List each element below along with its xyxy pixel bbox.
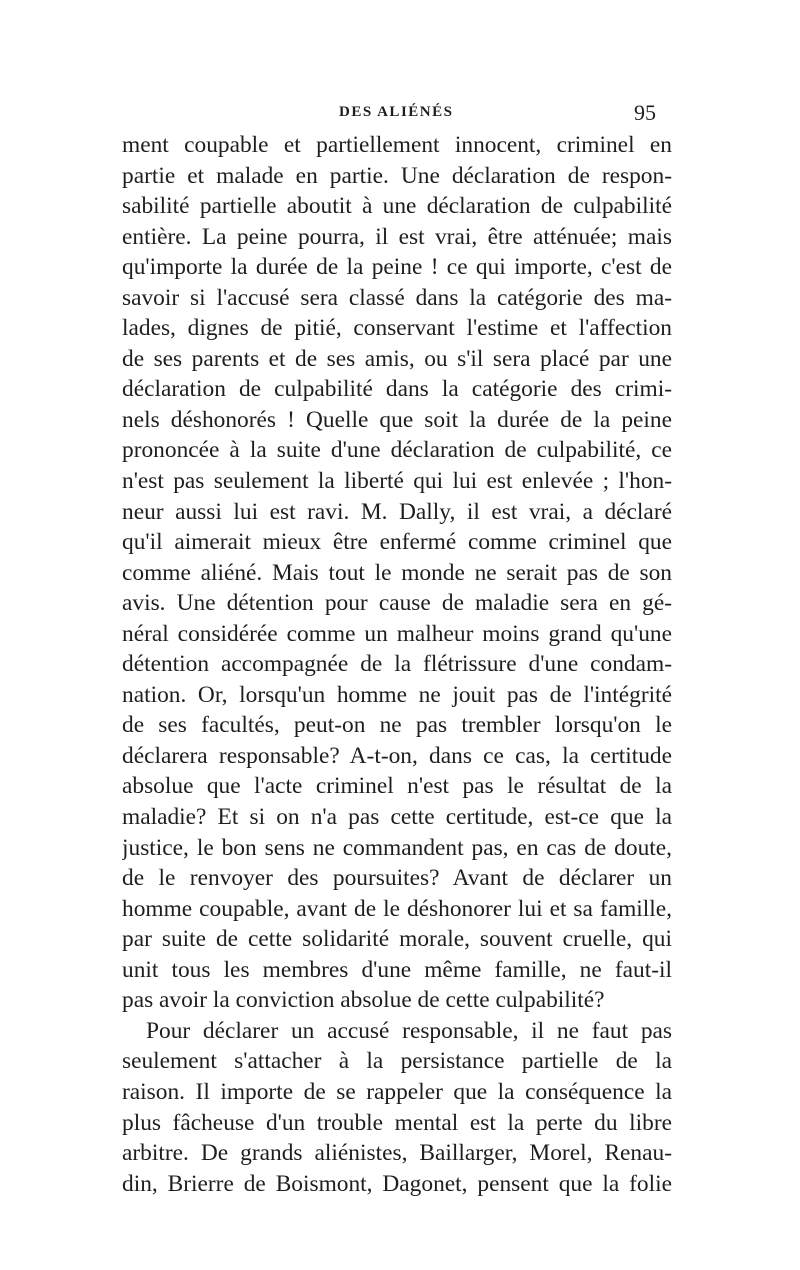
text-line: prononcée à la suite d'une déclaration de culpabilité, ce [122,437,672,464]
body-text [122,130,672,1199]
text-line: unit tous les membres d'une même famille, ne faut-il [122,956,672,983]
text-line: maladie? Et si on n'a pas cette certitude, est-ce que la [122,804,672,831]
text-line: nels déshonorés ! Quelle que soit la durée de la peine [122,406,672,433]
text-line: n'est pas seulement la liberté qui lui est enlevée ; l'hon- [122,468,672,495]
text-line: neur aussi lui est ravi. M. Dally, il est vrai, a déclaré [122,498,672,525]
text-line: par suite de cette solidarité morale, souvent cruelle, qui [122,926,672,953]
page-number: 95 [634,100,656,125]
text-line: arbitre. De grands aliénistes, Baillarger, Morel, Renau- [122,1140,672,1167]
text-line: comme aliéné. Mais tout le monde ne serait pas de son [122,559,672,586]
running-header [0,100,800,124]
text-line: seulement s'attacher à la persistance partielle de la [122,1048,672,1075]
text-line: plus fâcheuse d'un trouble mental est la perte du libre [122,1109,672,1136]
text-line: savoir si l'accusé sera classé dans la catégorie des ma- [122,284,672,311]
running-title: DES ALIÉNÉS [339,104,454,120]
text-line: homme coupable, avant de le déshonorer lui et sa famille, [122,895,672,922]
text-line: de ses parents et de ses amis, ou s'il sera placé par une [122,345,672,372]
text-line: din, Brierre de Boismont, Dagonet, pensent que la folie [122,1170,672,1197]
text-line: raison. Il importe de se rappeler que la conséquence la [122,1078,672,1105]
text-line: qu'importe la durée de la peine ! ce qui importe, c'est de [122,254,672,281]
text-line: déclarera responsable? A-t-on, dans ce cas, la certitude [122,742,672,769]
text-line: déclaration de culpabilité dans la catégorie des crimi- [122,376,672,403]
text-line-paragraph-start: Pour déclarer un accusé responsable, il ne faut pas [146,1017,672,1044]
text-line: détention accompagnée de la flétrissure d'une condam- [122,651,672,678]
text-line: de le renvoyer des poursuites? Avant de déclarer un [122,865,672,892]
text-line: partie et malade en partie. Une déclaration de respon- [122,162,672,189]
text-line: néral considérée comme un malheur moins grand qu'une [122,620,672,647]
text-line: entière. La peine pourra, il est vrai, être atténuée; mais [122,223,672,250]
text-line: pas avoir la conviction absolue de cette culpabilité? [122,987,605,1014]
text-line: absolue que l'acte criminel n'est pas le résultat de la [122,773,672,800]
text-line: justice, le bon sens ne commandent pas, en cas de doute, [122,834,672,861]
text-line: de ses facultés, peut-on ne pas trembler lorsqu'on le [122,712,672,739]
text-line: nation. Or, lorsqu'un homme ne jouit pas de l'intégrité [122,681,672,708]
text-line: ment coupable et partiellement innocent, criminel en [122,132,672,158]
text-line: avis. Une détention pour cause de maladie sera en gé- [122,590,672,617]
text-line: qu'il aimerait mieux être enfermé comme criminel que [122,529,672,556]
text-line: lades, dignes de pitié, conservant l'estime et l'affection [122,315,672,342]
text-line: sabilité partielle aboutit à une déclaration de culpabilité [122,193,672,220]
